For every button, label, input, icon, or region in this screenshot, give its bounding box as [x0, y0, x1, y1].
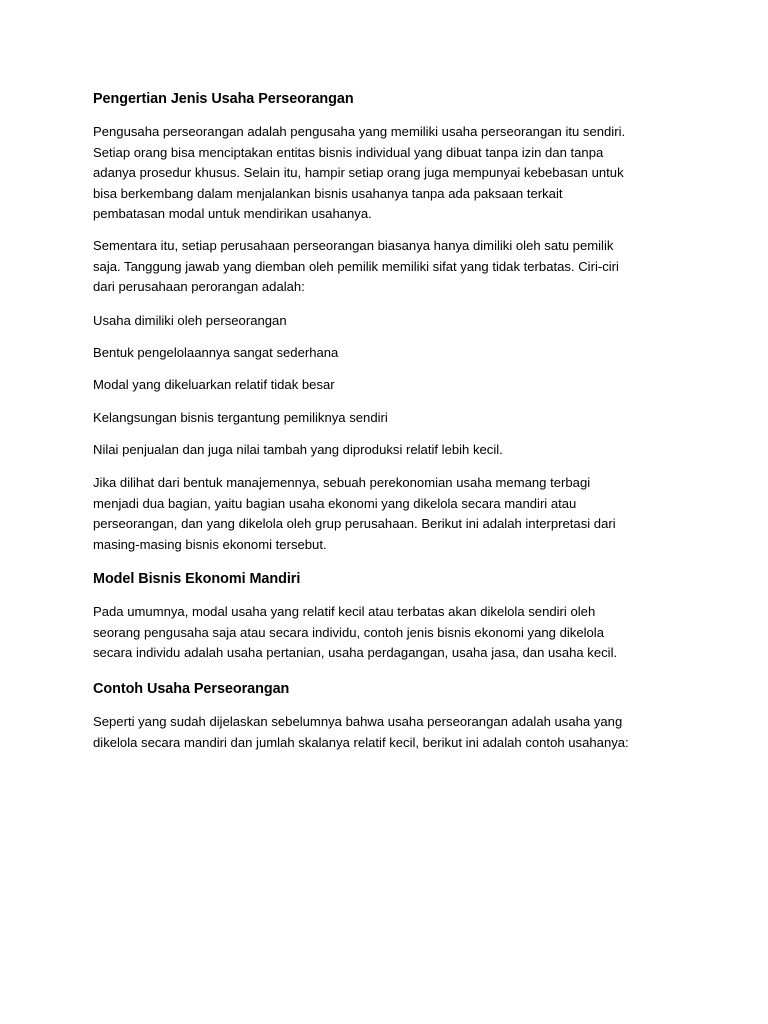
text-line: Pada umumnya, modal usaha yang relatif kecil atau terbatas akan dikelola sendiri oleh [93, 604, 596, 619]
text-line: bisa berkembang dalam menjalankan bisnis usahanya tanpa ada paksaan terkait [93, 185, 563, 201]
text-line: Nilai penjualan dan juga nilai tambah yang diproduksi relatif lebih kecil. [93, 442, 503, 457]
text-line: Setiap orang bisa menciptakan entitas bisnis individual yang dibuat tanpa izin dan tanpa [93, 144, 604, 160]
paragraph [93, 473, 616, 555]
text-line: Bentuk pengelolaannya sangat sederhana [93, 345, 339, 360]
paragraph [93, 122, 625, 225]
text-line: pembatasan modal untuk mendirikan usahanya. [93, 206, 372, 221]
paragraph [93, 236, 619, 298]
list-item [93, 311, 287, 332]
section-heading: Model Bisnis Ekonomi Mandiri [93, 571, 301, 587]
paragraph [93, 602, 617, 664]
text-line: dikelola secara mandiri dan jumlah skalanya relatif kecil, berikut ini adalah contoh usahanya: [93, 734, 629, 750]
list-item [93, 440, 503, 461]
text-line: seorang pengusaha saja atau secara individu, contoh jenis bisnis ekonomi yang dikelola [93, 624, 604, 640]
list-item [93, 375, 335, 396]
text-line: adanya prosedur khusus. Selain itu, hampir setiap orang juga mempunyai kebebasan untuk [93, 165, 624, 180]
text-line: Modal yang dikeluarkan relatif tidak besar [93, 377, 335, 392]
text-line: Usaha dimiliki oleh perseorangan [93, 313, 287, 328]
text-line: Sementara itu, setiap perusahaan perseorangan biasanya hanya dimiliki oleh satu pemilik [93, 238, 614, 253]
section-heading: Contoh Usaha Perseorangan [93, 681, 290, 697]
text-line: dari perusahaan perorangan adalah: [93, 279, 305, 294]
text-line: Pengusaha perseorangan adalah pengusaha yang memiliki usaha perseorangan itu sendiri. [93, 124, 626, 139]
text-line: Kelangsungan bisnis tergantung pemiliknya sendiri [93, 410, 388, 425]
text-line: secara individu adalah usaha pertanian, usaha perdagangan, usaha jasa, dan usaha kecil. [93, 645, 618, 660]
text-line: menjadi dua bagian, yaitu bagian usaha ekonomi yang dikelola secara mandiri atau [93, 495, 577, 511]
list-item [93, 343, 338, 364]
paragraph [93, 712, 629, 753]
text-line: Seperti yang sudah dijelaskan sebelumnya bahwa usaha perseorangan adalah usaha yang [93, 714, 623, 729]
text-line: perseorangan, dan yang dikelola oleh grup perusahaan. Berikut ini adalah interpretasi dari [93, 516, 616, 531]
text-line: masing-masing bisnis ekonomi tersebut. [93, 536, 327, 552]
section-heading: Pengertian Jenis Usaha Perseorangan [93, 91, 354, 107]
text-line: saja. Tanggung jawab yang diemban oleh pemilik memiliki sifat yang tidak terbatas. Ciri-ciri [93, 258, 619, 274]
list-item [93, 408, 388, 429]
text-line: Jika dilihat dari bentuk manajemennya, sebuah perekonomian usaha memang terbagi [93, 475, 591, 490]
